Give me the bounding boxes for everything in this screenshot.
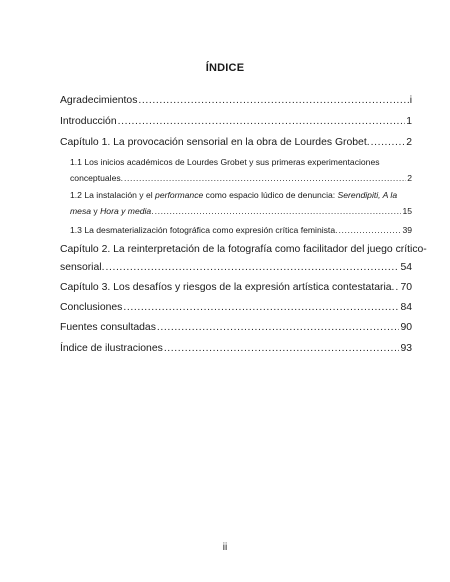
- toc-entry-1-3[interactable]: [70, 225, 412, 235]
- dot-leader: [155, 206, 402, 216]
- toc-entry-page: i: [409, 95, 412, 106]
- label-segment-italic: Serendipiti, A la: [337, 190, 398, 200]
- toc-entry-page: 15: [402, 206, 412, 216]
- dot-leader: [105, 262, 399, 273]
- label-segment-italic: performance: [155, 190, 204, 200]
- toc-entry-label-line2: conceptuales.: [70, 173, 124, 183]
- toc-entry-label: Índice de ilustraciones: [60, 343, 163, 354]
- toc-entry-page: 1: [406, 116, 412, 127]
- dot-leader: [164, 343, 400, 354]
- toc-entry-label: Agradecimientos: [60, 95, 138, 106]
- toc-entry-label: Conclusiones: [60, 302, 123, 313]
- toc-entry-capitulo-3[interactable]: [60, 282, 412, 293]
- page-title: ÍNDICE: [205, 62, 245, 74]
- dot-leader: [123, 302, 399, 313]
- dot-leader: [395, 282, 399, 293]
- toc-entry-page: 93: [400, 343, 412, 354]
- toc-entry-ilustraciones[interactable]: [60, 343, 412, 354]
- dot-leader: [339, 225, 402, 235]
- toc-entry-label-line1: Capítulo 2. La reinterpretación de la fotografía como facilitador del juego crítico-: [60, 244, 427, 255]
- toc-entry-page: 84: [400, 302, 412, 313]
- toc-entry-page: 90: [400, 322, 412, 333]
- toc-entry-label: Introducción: [60, 116, 117, 127]
- toc-entry-page: 70: [400, 282, 412, 293]
- toc-entry-page: 39: [402, 225, 412, 235]
- toc-entry-label: Fuentes consultadas: [60, 322, 156, 333]
- toc-entry-page: 2: [407, 173, 412, 183]
- dot-leader: [138, 95, 408, 106]
- dot-leader: [118, 116, 406, 127]
- toc-entry-page: 2: [406, 137, 412, 148]
- dot-leader: [124, 173, 406, 183]
- toc-entry-label: 1.3 La desmaterialización fotográfica como expresión crítica feminista.: [70, 225, 338, 235]
- label-segment: como espacio lúdico de denuncia:: [203, 190, 338, 200]
- toc-entry-capitulo-1[interactable]: [60, 137, 412, 148]
- toc-entry-1-1[interactable]: [70, 157, 412, 183]
- toc-entry-agradecimientos[interactable]: [60, 95, 412, 106]
- toc-entry-page: 54: [400, 262, 412, 273]
- label-segment-italic: Hora y media: [100, 206, 152, 216]
- label-segment: y: [91, 206, 101, 216]
- page-number: ii: [222, 542, 228, 553]
- toc-entry-1-2[interactable]: [70, 190, 412, 216]
- toc-entry-conclusiones[interactable]: [60, 302, 412, 313]
- toc-entry-introduccion[interactable]: [60, 116, 412, 127]
- label-segment: .: [151, 206, 154, 216]
- toc-entry-label-line1: [70, 190, 412, 200]
- label-segment-italic: mesa: [70, 206, 92, 216]
- toc-entry-label-line2: [70, 206, 154, 216]
- toc-entry-label: Capítulo 1. La provocación sensorial en la obra de Lourdes Grobet.: [60, 137, 370, 148]
- toc-entry-label: Capítulo 3. Los desafíos y riesgos de la expresión artística contestataria.: [60, 282, 395, 293]
- label-segment: 1.2 La instalación y el: [70, 190, 156, 200]
- toc-entry-fuentes[interactable]: [60, 322, 412, 333]
- toc-entry-label-line1: 1.1 Los inicios académicos de Lourdes Grobet y sus primeras experimentaciones: [70, 157, 380, 167]
- toc-entry-label-line2: sensorial.: [60, 262, 105, 273]
- dot-leader: [157, 322, 400, 333]
- toc-entry-capitulo-2[interactable]: [60, 244, 427, 273]
- dot-leader: [371, 137, 406, 148]
